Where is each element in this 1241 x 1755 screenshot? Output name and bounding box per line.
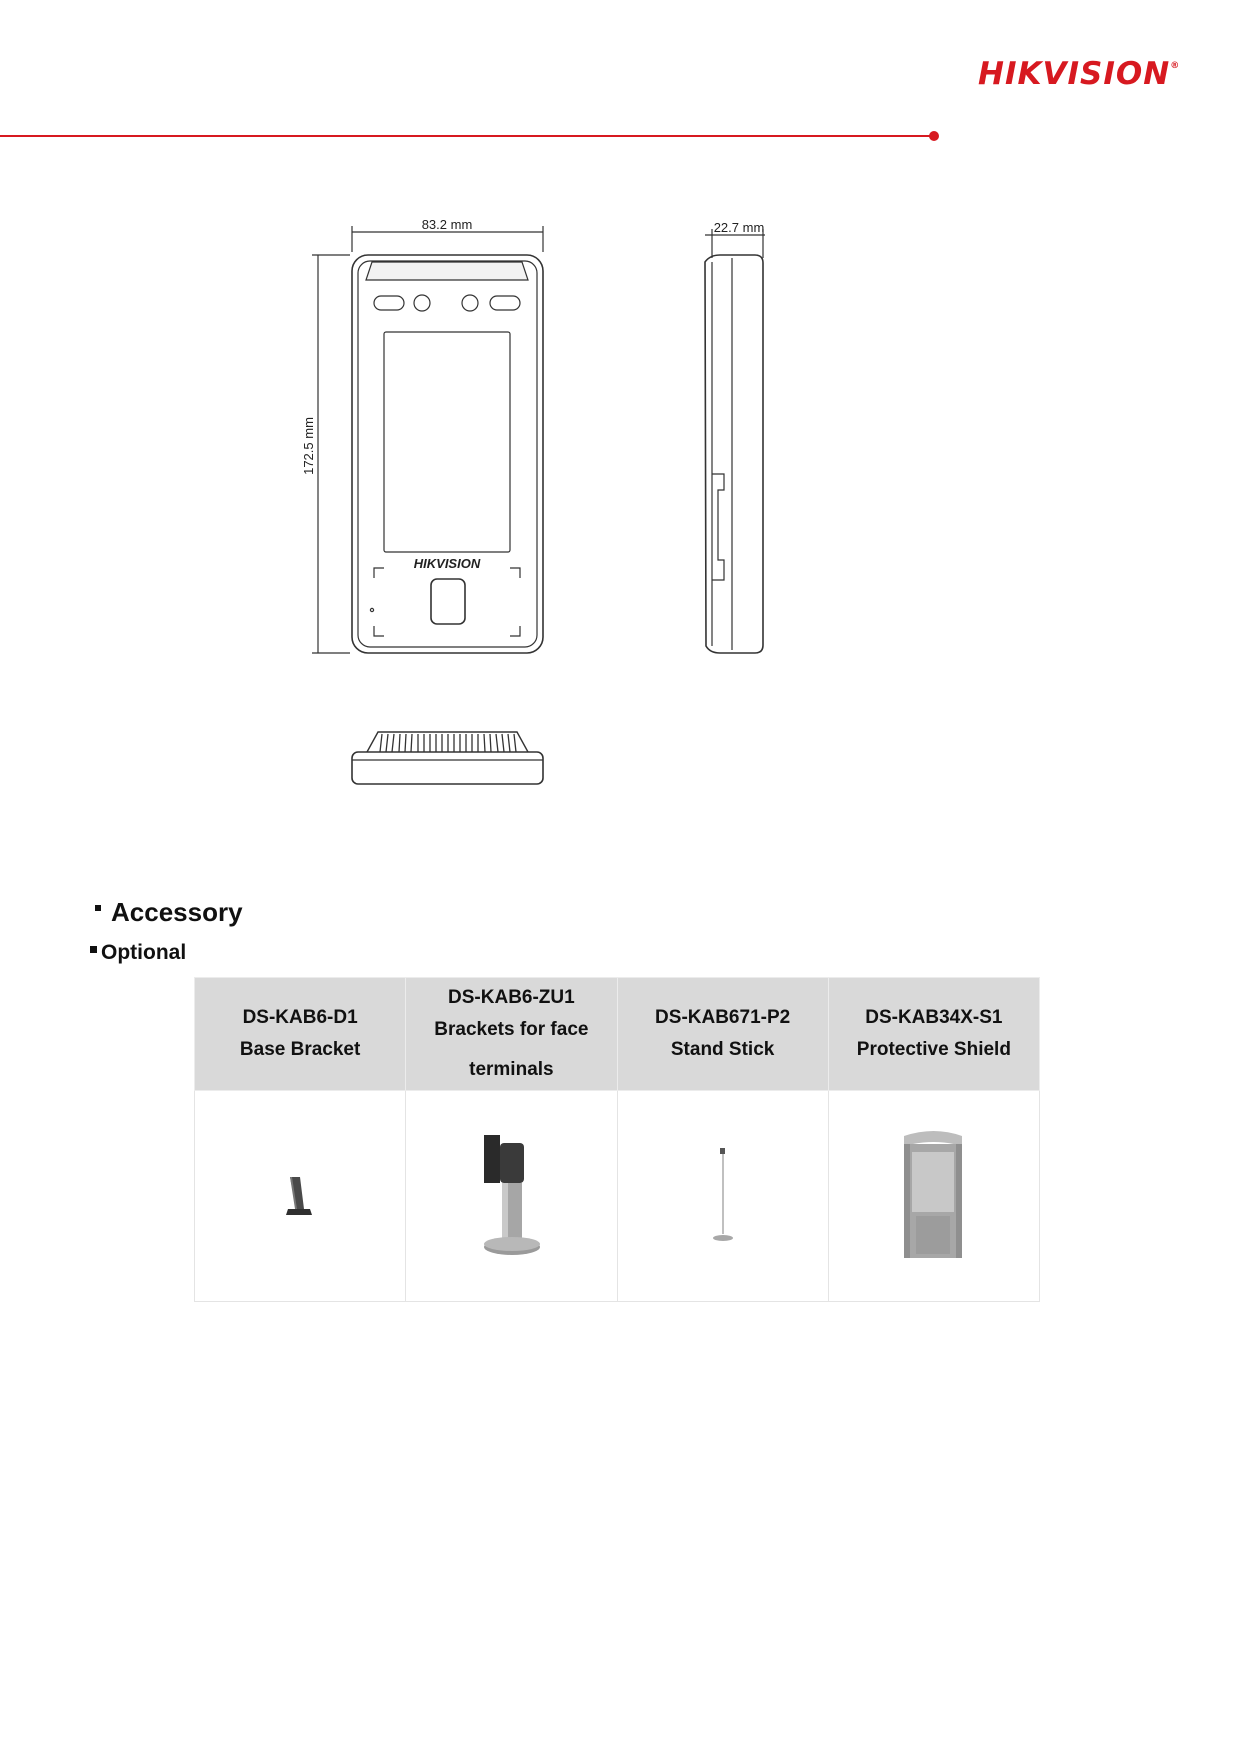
side-view-drawing: [705, 255, 763, 653]
column-bracket-icon: [476, 1131, 546, 1261]
width-label: 83.2 mm: [421, 217, 473, 232]
accessory-header-row: [195, 978, 1040, 1091]
accessory-name-continued: terminals: [469, 1059, 554, 1080]
accessory-image-cell: [617, 1091, 828, 1302]
dimension-drawings: [0, 0, 1241, 820]
stand-stick-icon: [708, 1146, 738, 1246]
accessory-heading: [95, 897, 243, 928]
accessory-name: Protective Shield: [856, 1039, 1011, 1060]
accessory-image-cell: [828, 1091, 1039, 1302]
accessory-image-row: [195, 1091, 1040, 1302]
accessory-image-cell: [195, 1091, 406, 1302]
accessory-header-cell: [406, 978, 617, 1091]
accessory-header-cell: [828, 978, 1039, 1091]
front-logo-text: HIKVISION: [413, 556, 481, 571]
bullet-icon: [95, 905, 101, 911]
logo-text: HIKVISION: [978, 56, 1171, 92]
base-bracket-icon: [280, 1171, 320, 1221]
bullet-icon: [90, 946, 97, 953]
accessory-heading-text: Accessory: [111, 897, 243, 927]
accessory-model: DS-KAB6-ZU1: [448, 987, 575, 1008]
accessory-model: DS-KAB6-D1: [242, 1007, 358, 1028]
accessory-name: Base Bracket: [239, 1039, 361, 1060]
height-label: 172.5 mm: [301, 417, 316, 475]
accessory-name: Stand Stick: [670, 1039, 775, 1060]
registered-mark: ®: [1170, 61, 1181, 71]
optional-heading-text: Optional: [101, 941, 187, 964]
accessory-table: [194, 977, 1040, 1302]
accessory-model: DS-KAB34X-S1: [865, 1007, 1003, 1028]
optional-heading: [90, 941, 186, 965]
bottom-view-drawing: [352, 732, 543, 784]
height-dimension-line: [312, 255, 350, 653]
accessory-name: Brackets for face: [434, 1019, 589, 1040]
accessory-image-cell: [406, 1091, 617, 1302]
accessory-model: DS-KAB671-P2: [655, 1007, 791, 1028]
front-view-drawing: [352, 255, 543, 653]
depth-label: 22.7 mm: [713, 220, 765, 235]
protective-shield-icon: [894, 1126, 974, 1266]
accessory-header-cell: [195, 978, 406, 1091]
accessory-header-cell: [617, 978, 828, 1091]
